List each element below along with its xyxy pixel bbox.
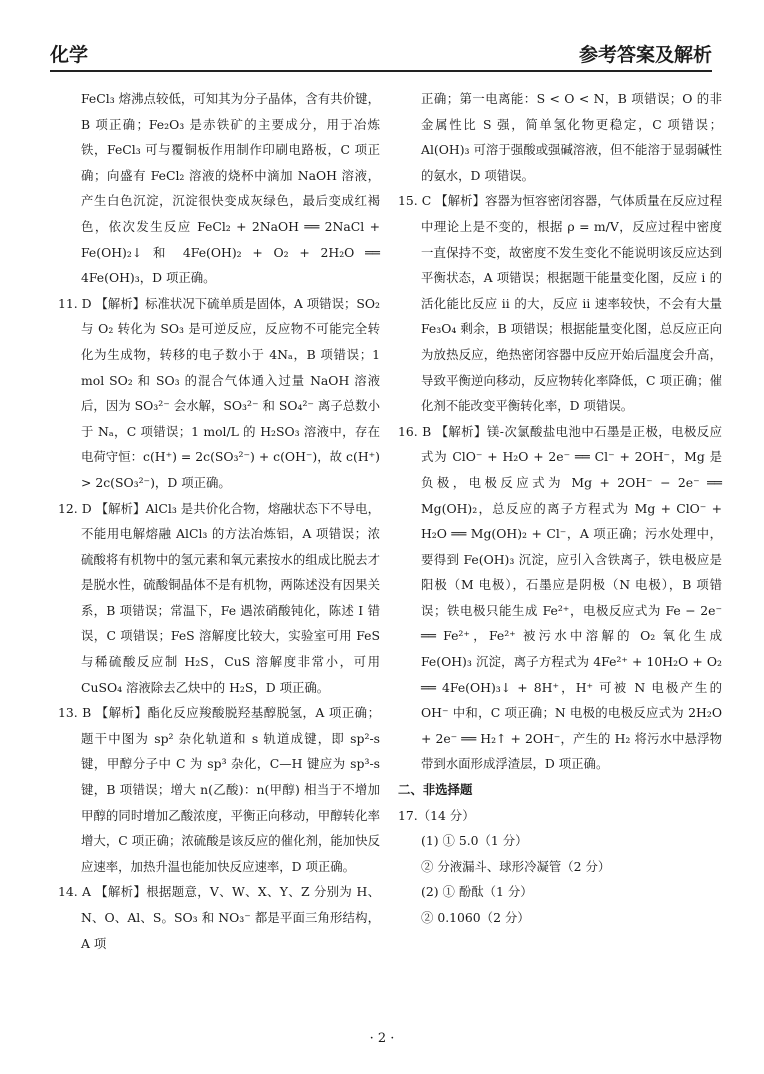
page-header	[50, 40, 712, 70]
q17-heading: 17.（14 分）	[398, 807, 475, 823]
header-rule	[50, 70, 712, 72]
right-column	[398, 86, 722, 931]
q14-continuation: 正确；第一电离能：S < O < N，B 项错误；O 的非金属性比 S 强，简单氢化物更稳定，C 项错误；Al(OH)₃ 可溶于强酸或强碱溶液，但不能溶于显弱碱性的氨水，D 项错误。	[421, 91, 722, 183]
q17-part1-2: ② 分液漏斗、球形冷凝管（2 分）	[421, 858, 611, 874]
subject-label: 化学	[50, 44, 89, 66]
q17-part2-1: (2) ① 酚酞（1 分）	[421, 884, 533, 900]
q12-answer: 12. D 【解析】AlCl₃ 是共价化合物，熔融状态下不导电，不能用电解熔融 AlCl₃ 的方法冶炼铝，A 项错误；浓硫酸将有机物中的氢元素和氧元素按水的组成比脱去才是脱水性，硫酸铜晶体不是有机物，两陈述没有因果关系，B 项错误；常温下，Fe 遇浓硝酸钝化，陈述 Ⅰ 错误，C 项错误；FeS 溶解度比较大，实验室可用 FeS 与稀硫酸反应制 H₂S，CuS 溶解度非常小，可用 CuSO₄ 溶液除去乙炔中的 H₂S，D 项正确。	[58, 500, 380, 695]
header-title: 参考答案及解析	[578, 44, 712, 66]
page-number: · 2 ·	[369, 1031, 395, 1046]
q14-answer: 14. A 【解析】根据题意，V、W、X、Y、Z 分别为 H、N、O、Al、S。SO₃ 和 NO₃⁻ 都是平面三角形结构，A 项	[58, 884, 380, 951]
q13-answer: 13. B 【解析】酯化反应羧酸脱羟基醇脱氢，A 项正确；题干中图为 sp² 杂化轨道和 s 轨道成键，即 sp²-s 键，甲醇分子中 C 为 sp³ 杂化，C—H 键应为 sp³-s 键，B 项错误；增大 n(乙酸)：n(甲醇) 相当于不增加甲醇的同时增加乙酸浓度，平衡正向移动，甲醇转化率增大，C 项正确；浓硫酸是该反应的催化剂，能加快反应速率，加热升温也能加快反应速率，D 项正确。	[58, 705, 380, 874]
q10-continuation: FeCl₃ 熔沸点较低，可知其为分子晶体，含有共价键，B 项正确；Fe₂O₃ 是赤铁矿的主要成分，用于冶炼铁，FeCl₃ 可与覆铜板作用制作印刷电路板，C 项正确；向盛有 FeCl₂ 溶液的烧杯中滴加 NaOH 溶液，产生白色沉淀，沉淀很快变成灰绿色，最后变成红褐色，依次发生反应 FeCl₂ + 2NaOH ══ 2NaCl + Fe(OH)₂↓ 和 4Fe(OH)₂ + O₂ + 2H₂O ══ 4Fe(OH)₃，D 项正确。	[81, 91, 380, 286]
q17-part2-2: ② 0.1060（2 分）	[421, 910, 530, 925]
q16-answer: 16. B 【解析】镁-次氯酸盐电池中石墨是正极，电极反应式为 ClO⁻ + H₂O + 2e⁻ ══ Cl⁻ + 2OH⁻，Mg 是负极，电极反应式为 Mg + 2OH⁻ − 2e⁻ ══ Mg(OH)₂，总反应的离子方程式为 Mg + ClO⁻ + H₂O ══ Mg(OH)₂ + Cl⁻，A 项正确；污水处理中，要得到 Fe(OH)₃ 沉淀，应引入含铁离子，铁电极应是阳极（M 电极），石墨应是阴极（N 电极），B 项错误；铁电极只能生成 Fe²⁺，电极反应式为 Fe − 2e⁻ ══ Fe²⁺，Fe²⁺ 被污水中溶解的 O₂ 氧化生成 Fe(OH)₃ 沉淀，离子方程式为 4Fe²⁺ + 10H₂O + O₂ ══ 4Fe(OH)₃↓ + 8H⁺，H⁺ 可被 N 电极产生的 OH⁻ 中和，C 项正确；N 电极的电极反应式为 2H₂O + 2e⁻ ══ H₂↑ + 2OH⁻，产生的 H₂ 将污水中悬浮物带到水面形成浮渣层，D 项正确。	[398, 423, 722, 772]
q17-part1-1: (1) ① 5.0（1 分）	[421, 833, 528, 849]
section-heading: 二、非选择题	[398, 782, 473, 798]
q11-answer: 11. D 【解析】标准状况下硫单质是固体，A 项错误；SO₂ 与 O₂ 转化为 SO₃ 是可逆反应，反应物不可能完全转化为生成物，转移的电子数小于 4Nₐ，B 项错误；1 mol SO₂ 和 SO₃ 的混合气体通入过量 NaOH 溶液后，因为 SO₃²⁻ 会水解，SO₃²⁻ 和 SO₄²⁻ 离子总数小于 Nₐ，C 项错误；1 mol/L 的 H₂SO₃ 溶液中，存在电荷守恒：c(H⁺) = 2c(SO₃²⁻) + c(OH⁻)，故 c(H⁺) > 2c(SO₃²⁻)，D 项正确。	[58, 295, 380, 490]
left-column	[58, 86, 380, 956]
q15-answer: 15. C 【解析】容器为恒容密闭容器，气体质量在反应过程中理论上是不变的，根据 ρ = m/V，反应过程中密度一直保持不变，故密度不发生变化不能说明该反应达到平衡状态，A 项错误；根据题干能量变化图，反应 ⅰ 的活化能比反应 ⅱ 的大，反应 ⅱ 速率较快，不会有大量 Fe₃O₄ 剩余，B 项错误；根据能量变化图，总反应正向为放热反应，绝热密闭容器中反应开始后温度会升高，导致平衡逆向移动，反应物转化率降低，C 项正确；催化剂不能改变平衡转化率，D 项错误。	[398, 193, 722, 414]
